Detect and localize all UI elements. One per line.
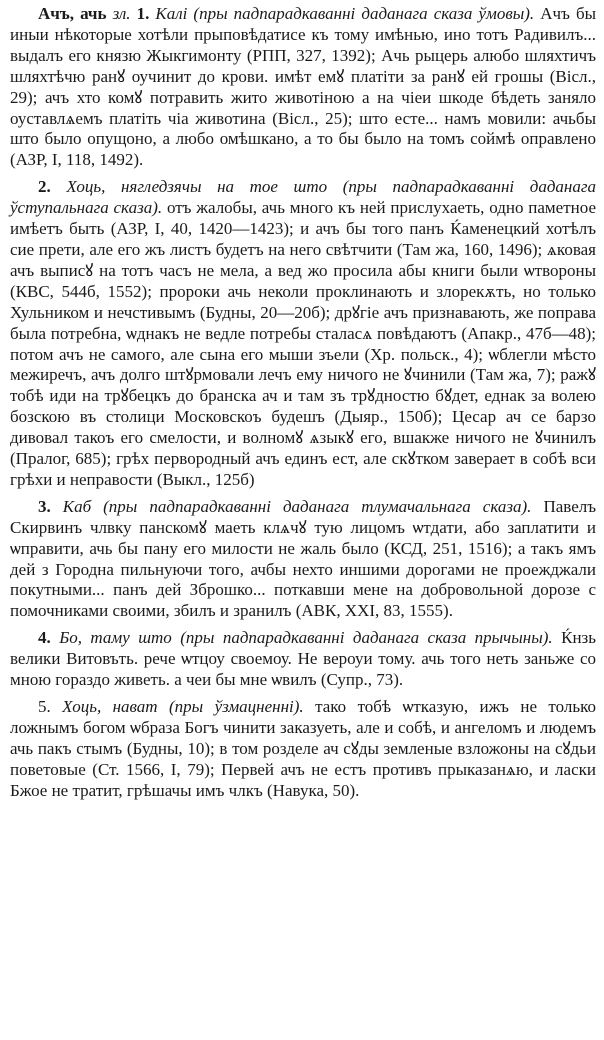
dictionary-entry-sense-1 bbox=[10, 4, 596, 171]
sense-number: 1. bbox=[136, 4, 150, 23]
sense-definition: Калі (пры падпарадкаванні даданага сказа ўмовы). bbox=[155, 4, 535, 23]
sense-definition: Бо, таму што (пры падпарадкаванні даданага сказа прычыны). bbox=[59, 628, 553, 648]
sense-definition: Хоць, нягледзячы на тое што (пры падпарадкаванні даданага ўступальнага сказа). bbox=[10, 177, 596, 218]
sense-definition: Каб (пры падпарадкаванні даданага тлумачальнага сказа). bbox=[62, 496, 532, 516]
sense-citations: Павелъ Скирвинъ члвку панскомꙋ маеть клѧчꙋ тую лицомъ ѡтдати, або заплатити и ѡправити, ачь бы пану его милости не жаль было (КСД, 251, 1516); а такъ ямъ дей з Городна пильнуючи того, ачбы нехто иншими дорогами не проежджали покутными... панъ дей Зброшко... поткавши мене на добровольной дорозе с помочниками своими, збилъ и зранилъ (АВК, XXI, 83, 1555). bbox=[10, 496, 597, 621]
dictionary-entry-sense-3 bbox=[10, 497, 596, 622]
grammar-label: зл. bbox=[112, 4, 131, 23]
sense-number: 3. bbox=[38, 496, 51, 516]
sense-number: 5. bbox=[38, 697, 51, 716]
sense-number: 2. bbox=[38, 177, 51, 197]
sense-citations: тако тобѣ ѡтказую, ижъ не только ложнымъ богом ѡбраза Богъ чинити заказуеть, але и собѣ, и ангеломъ и людемъ ачь пакъ стымъ (Будны, 10); в том розделе ач сꙋды земленые взложоны на сꙋдьи поветовые (Ст. 1566, I, 79); Первей ачъ не естъ противъ прыказанѧю, и ласки Бжое не тратит, грѣшачы имъ члкъ (Навука, 50). bbox=[10, 697, 597, 800]
dictionary-entry-sense-2 bbox=[10, 177, 596, 491]
headword: Ачъ, ачь bbox=[38, 4, 107, 23]
sense-number: 4. bbox=[38, 628, 51, 648]
dictionary-page bbox=[10, 4, 596, 808]
dictionary-entry-sense-4 bbox=[10, 628, 596, 691]
sense-citations: Ќнзь велики Витовъть. рече ѡтцоу своемоу. Не вероуи тому. ачь того неть заньже со мною гораздо живеть. а чеи бы мне ѡвилъ (Супр., 73). bbox=[10, 628, 597, 690]
sense-citations: Ачъ бы иныи нѣкоторые хотѣли прыповѣдатисе къ тому имѣнью, ино тотъ Радивилъ... выдалъ его князю Жыкгимонту (РПП, 327, 1392); Ачь рыцерь алюбо шляхтичъ шляхтѣчю ранꙋ оучинит до крови. имѣт емꙋ платіти за ранꙋ ей грошы (Вісл., 29); ачъ хто комꙋ потравить жито животіною а на чіеи шкоде бѣдеть заняло оуставлѧемъ платіть чіа животина (Вісл., 25); што есте... намъ мовили: ачьбы што было опущоно, а любо омѣшкано, а то бы было на томъ соймѣ оправлено (АЗР, I, 118, 1492). bbox=[10, 4, 597, 170]
sense-definition: Хоць, нават (пры ўзмацненні). bbox=[62, 697, 304, 716]
sense-citations: отъ жалобы, ачь много къ ней прислухаеть, одно паметное имѣетъ быть (АЗР, I, 40, 1420—1423); и ачъ бы того панъ Ќаменецкий хотѣлъ сие прети, але его жъ листъ будетъ на него свѣтчити (Там жа, 160, 1496); ѧковая ачъ выписꙋ на тотъ часъ не мела, а вед жо просила абы книги были ѡтвороны (КВС, 544б, 1552); пророки ачь неколи проклинають и злорекѫть, но только Хульником и нечстивымъ (Будны, 20—20б); дрꙋгіе ачъ признавають, же поправа была потребна, ѡднакъ не ведле потребы сталасѧ повѣдаютъ (Апакр., 47б—48); потом ачъ не самого, але сына его мыши зъели (Хр. польск., 4); ѡблегли мѣсто межиречъ, ачъ долго штꙋрмовали лечъ ему ничого не ꙋчинили (Там жа, 7); ражꙋ тобѣ иди на трꙋбецкъ до бранска ач и там зъ трꙋдностю бꙋдет, еднак за волею бозскою въ столици Московскоъ будешъ (Дыяр., 150б); Цесар ач се барзо дивовал такоъ его смелости, и волномꙋ ѧзыкꙋ его, вшакже ничого не ꙋчинилъ (Пралог, 685); грѣх первородный ачъ единъ ест, але скꙋтком заверает в собѣ вси грѣхи и неправости (Выкл., 125б) bbox=[10, 198, 597, 489]
dictionary-entry-sense-5 bbox=[10, 697, 596, 802]
